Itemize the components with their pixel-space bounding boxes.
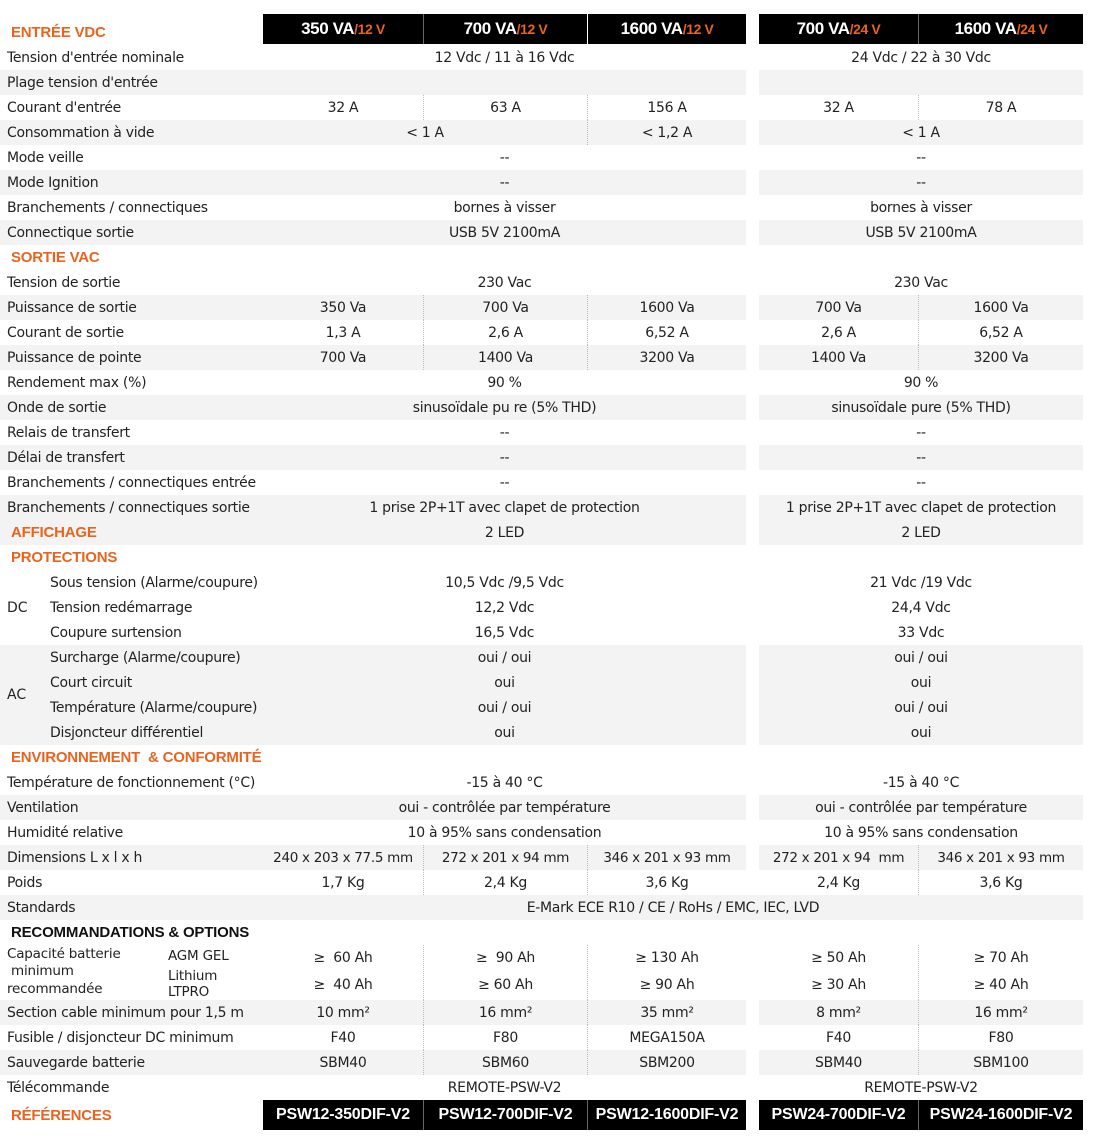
value: 1400 Va (810, 349, 867, 366)
value-24v: bornes à visser (870, 199, 972, 216)
agm-value: ≥ 50 Ah (811, 949, 866, 966)
agm-value: ≥ 70 Ah (973, 949, 1029, 966)
row-label: Sous tension (Alarme/coupure) (50, 574, 258, 591)
value: 2,4 Kg (817, 874, 860, 891)
value-12v: 12 Vdc / 11 à 16 Vdc (434, 49, 575, 66)
row-puissance-sortie (0, 295, 1095, 320)
row-affichage (0, 520, 1095, 545)
value-24v: oui / oui (894, 699, 948, 716)
row-courant-entree (0, 95, 1095, 120)
value-24v: 24 Vdc / 22 à 30 Vdc (851, 49, 991, 66)
value: SBM60 (482, 1054, 529, 1071)
row-protection-dc (0, 595, 1095, 620)
lithium-value: ≥ 30 Ah (811, 976, 866, 993)
row-label: Humidité relative (7, 824, 123, 841)
row-label: Onde de sortie (7, 399, 107, 416)
value: 3200 Va (639, 349, 695, 366)
row-telecommande (0, 1075, 1095, 1100)
value-24v: -- (916, 174, 926, 191)
row-mode-veille (0, 145, 1095, 170)
row-label: Surcharge (Alarme/coupure) (50, 649, 241, 666)
row-label: Connectique sortie (7, 224, 134, 241)
row-ventilation (0, 795, 1095, 820)
row-label: Température (Alarme/coupure) (50, 699, 258, 716)
value: 35 mm² (640, 1004, 694, 1021)
value: 32 A (823, 99, 854, 116)
value-12v-a: < 1 A (406, 124, 444, 141)
row-label: Mode veille (7, 149, 84, 166)
value-24v: REMOTE-PSW-V2 (864, 1079, 978, 1096)
group-ac-label: AC (7, 686, 27, 703)
section-recommandations (0, 920, 1095, 945)
value-12v: 90 % (487, 374, 522, 391)
row-label: Tension redémarrage (50, 599, 193, 616)
row-label: Plage tension d'entrée (7, 74, 158, 91)
value-12v: REMOTE-PSW-V2 (447, 1079, 562, 1096)
value: 346 x 201 x 93 mm (603, 849, 731, 866)
model-voltage: /24 V (1016, 21, 1048, 37)
model-voltage: /24 V (849, 21, 881, 37)
value: SBM200 (639, 1054, 695, 1071)
value: F80 (493, 1029, 518, 1046)
value: 1600 Va (639, 299, 695, 316)
value-24v: oui - contrôlée par température (815, 799, 1027, 816)
lithium-value: ≥ 40 Ah (973, 976, 1029, 993)
row-label: Branchements / connectiques sortie (7, 499, 250, 516)
row-fusible (0, 1025, 1095, 1050)
model-power: 700 VA (463, 19, 517, 38)
value: 63 A (490, 99, 521, 116)
row-label: Tension de sortie (7, 274, 121, 291)
row-label: Dimensions L x l x h (7, 849, 143, 866)
row-capacite-batterie (0, 945, 1095, 1000)
value: 3200 Va (973, 349, 1029, 366)
row-protection-dc (0, 620, 1095, 645)
row-poids (0, 870, 1095, 895)
value-12v: -15 à 40 °C (466, 774, 543, 791)
lithium-label-line1: Lithium (168, 968, 218, 984)
row-temperature (0, 770, 1095, 795)
section-environnement (0, 745, 1095, 770)
row-mode-ignition (0, 170, 1095, 195)
value: 32 A (327, 99, 359, 116)
value-24v: sinusoïdale pure (5% THD) (831, 399, 1011, 416)
section-entree-vdc: ENTRÉE VDC (11, 23, 106, 41)
row-label: Sauvegarde batterie (7, 1054, 145, 1071)
value-12v: -- (499, 474, 510, 491)
lithium-value: ≥ 90 Ah (639, 976, 695, 993)
row-label: Court circuit (50, 674, 132, 691)
value-12v: 10 à 95% sans condensation (407, 824, 602, 841)
stripe (759, 70, 1083, 95)
reference-psw24-700: PSW24-700DIF-V2 (759, 1100, 919, 1130)
row-label: Branchements / connectiques entrée (7, 474, 256, 491)
lithium-label-line2: LTPRO (168, 984, 210, 1000)
value: 78 A (985, 99, 1017, 116)
value: 700 Va (815, 299, 862, 316)
value: 272 x 201 x 94 mm (441, 849, 570, 866)
row-label: Température de fonctionnement (°C) (7, 774, 256, 791)
model-header-350-12 (263, 14, 424, 44)
value-12v: -- (499, 149, 510, 166)
value-12v: 2 LED (484, 524, 525, 541)
value: 6,52 A (979, 324, 1023, 341)
value: 10 mm² (316, 1004, 370, 1021)
value: 700 Va (482, 299, 529, 316)
value-24v: oui / oui (894, 649, 948, 666)
value: 6,52 A (645, 324, 689, 341)
model-voltage: /12 V (516, 21, 548, 37)
value-12v: oui / oui (477, 649, 532, 666)
row-branchements (0, 195, 1095, 220)
row-label: Poids (7, 874, 43, 891)
value-24v: -- (916, 449, 926, 466)
row-label: Rendement max (%) (7, 374, 147, 391)
row-label: Section cable minimum pour 1,5 m (7, 1004, 244, 1021)
row-plage-tension (0, 70, 1095, 95)
row-protection-ac (0, 670, 1095, 695)
value: SBM100 (973, 1054, 1029, 1071)
row-tension-sortie (0, 270, 1095, 295)
value: 16 mm² (478, 1004, 533, 1021)
value-24v: 33 Vdc (897, 624, 945, 641)
row-tension-nominale (0, 45, 1095, 70)
lithium-value: ≥ 40 Ah (313, 976, 373, 993)
value: F80 (988, 1029, 1014, 1046)
row-label: Puissance de sortie (7, 299, 137, 316)
reference-psw12-1600: PSW12-1600DIF-V2 (588, 1100, 746, 1130)
row-label: Coupure surtension (50, 624, 182, 641)
value: 240 x 203 x 77.5 mm (273, 849, 413, 866)
section-affichage: AFFICHAGE (11, 524, 97, 541)
model-header-1600-24 (919, 14, 1083, 44)
value-12v: oui / oui (477, 699, 532, 716)
group-dc-label: DC (7, 599, 28, 616)
value: 1,7 Kg (321, 874, 365, 891)
row-humidite (0, 820, 1095, 845)
row-consommation (0, 120, 1095, 145)
row-protection-ac (0, 720, 1095, 745)
value-24v: oui (910, 674, 932, 691)
value-12v: sinusoïdale pu re (5% THD) (412, 399, 597, 416)
row-label-line3: recommandée (7, 981, 103, 997)
value: 156 A (647, 99, 687, 116)
value-12v: oui (494, 674, 515, 691)
value: 2,6 A (821, 324, 856, 341)
row-courant-sortie (0, 320, 1095, 345)
value-24v: -- (916, 149, 926, 166)
value: 2,6 A (488, 324, 523, 341)
value-12v: 230 Vac (477, 274, 532, 291)
row-dimensions (0, 845, 1095, 870)
row-protection-ac (0, 695, 1095, 720)
model-header-700-24 (759, 14, 919, 44)
row-relais-transfert (0, 420, 1095, 445)
row-puissance-pointe (0, 345, 1095, 370)
model-power: 700 VA (796, 19, 850, 38)
agm-gel-label: AGM GEL (168, 948, 229, 964)
section-references: RÉFÉRENCES (11, 1106, 112, 1124)
value-12v: USB 5V 2100mA (448, 224, 561, 241)
row-label: Fusible / disjoncteur DC minimum (7, 1029, 234, 1046)
value-24v: -- (916, 474, 926, 491)
reference-psw12-700: PSW12-700DIF-V2 (424, 1100, 588, 1130)
value-24v: USB 5V 2100mA (865, 224, 977, 241)
section-title: PROTECTIONS (11, 549, 118, 566)
value-24v: 21 Vdc /19 Vdc (870, 574, 972, 591)
value: 16 mm² (974, 1004, 1028, 1021)
row-label: Courant de sortie (7, 324, 124, 341)
value-24v: < 1 A (902, 124, 940, 141)
value: 1,3 A (325, 324, 361, 341)
value-24v: oui (910, 724, 932, 741)
value: 272 x 201 x 94 mm (772, 849, 905, 866)
value: 346 x 201 x 93 mm (937, 849, 1065, 866)
agm-value: ≥ 90 Ah (476, 949, 535, 966)
row-label: Délai de transfert (7, 449, 125, 466)
value: F40 (330, 1029, 356, 1046)
value: 3,6 Kg (979, 874, 1023, 891)
row-branchements-sortie (0, 495, 1095, 520)
value: SBM40 (815, 1054, 862, 1071)
value-12v: 10,5 Vdc /9,5 Vdc (445, 574, 564, 591)
section-title: RECOMMANDATIONS & OPTIONS (11, 924, 250, 941)
row-connectique-sortie (0, 220, 1095, 245)
value-24v: 90 % (903, 374, 939, 391)
value: 2,4 Kg (484, 874, 527, 891)
value-12v: 1 prise 2P+1T avec clapet de protection (369, 499, 640, 516)
value: 350 Va (319, 299, 367, 316)
agm-value: ≥ 130 Ah (635, 949, 699, 966)
row-label: Relais de transfert (7, 424, 130, 441)
row-protection-dc (0, 570, 1095, 595)
row-label: Consommation à vide (7, 124, 155, 141)
row-label-line2: minimum (11, 963, 74, 979)
row-label: Télécommande (7, 1079, 110, 1096)
row-delai-transfert (0, 445, 1095, 470)
row-label: Disjoncteur différentiel (50, 724, 204, 741)
value-24v: 1 prise 2P+1T avec clapet de protection (785, 499, 1057, 516)
row-label: Puissance de pointe (7, 349, 142, 366)
value: 3,6 Kg (645, 874, 689, 891)
row-onde-sortie (0, 395, 1095, 420)
value-24v: 230 Vac (894, 274, 948, 291)
value-24v: -15 à 40 °C (882, 774, 960, 791)
row-section-cable (0, 1000, 1095, 1025)
value: 8 mm² (816, 1004, 861, 1021)
value-12v: -- (499, 174, 510, 191)
row-standards (0, 895, 1095, 920)
value-12v: -- (499, 449, 510, 466)
row-sauvegarde (0, 1050, 1095, 1075)
row-label: Branchements / connectiques (7, 199, 208, 216)
row-label: Standards (7, 899, 76, 916)
value-24v: 10 à 95% sans condensation (824, 824, 1018, 841)
section-protections (0, 545, 1095, 570)
row-rendement (0, 370, 1095, 395)
model-power: 1600 VA (620, 19, 683, 38)
value: MEGA150A (629, 1029, 705, 1046)
value: F40 (826, 1029, 851, 1046)
reference-psw12-350: PSW12-350DIF-V2 (263, 1100, 424, 1130)
model-voltage: /12 V (354, 21, 385, 37)
lithium-value: ≥ 60 Ah (478, 976, 533, 993)
value-12v: 16,5 Vdc (474, 624, 535, 641)
section-title: SORTIE VAC (11, 249, 100, 266)
agm-value: ≥ 60 Ah (313, 949, 373, 966)
value: 1600 Va (973, 299, 1029, 316)
row-label-line1: Capacité batterie (7, 946, 121, 962)
row-branchements-entree (0, 470, 1095, 495)
value-12v: -- (499, 424, 510, 441)
value: 700 Va (319, 349, 367, 366)
value: E-Mark ECE R10 / CE / RoHs / EMC, IEC, LVD (526, 899, 820, 916)
row-label: Ventilation (7, 799, 79, 816)
value-24v: 2 LED (901, 524, 941, 541)
model-header-1600-12 (588, 14, 746, 44)
section-title: ENVIRONNEMENT & CONFORMITÉ (11, 749, 262, 766)
model-power: 1600 VA (954, 19, 1017, 38)
value: 1400 Va (477, 349, 534, 366)
value-12v: oui - contrôlée par température (398, 799, 611, 816)
row-label: Courant d'entrée (7, 99, 121, 116)
value-24v: -- (916, 424, 926, 441)
model-voltage: /12 V (682, 21, 714, 37)
section-sortie-vac (0, 245, 1095, 270)
row-protection-ac (0, 645, 1095, 670)
value-24v: 24,4 Vdc (891, 599, 951, 616)
value-12v: 12,2 Vdc (474, 599, 535, 616)
model-header-700-12 (424, 14, 587, 44)
model-power: 350 VA (301, 19, 355, 38)
value-12v-b: < 1,2 A (641, 124, 693, 141)
value: SBM40 (319, 1054, 367, 1071)
reference-psw24-1600: PSW24-1600DIF-V2 (919, 1100, 1083, 1130)
value-12v: bornes à visser (453, 199, 556, 216)
row-label: Mode Ignition (7, 174, 99, 191)
value-12v: oui (494, 724, 515, 741)
row-label: Tension d'entrée nominale (7, 49, 184, 66)
